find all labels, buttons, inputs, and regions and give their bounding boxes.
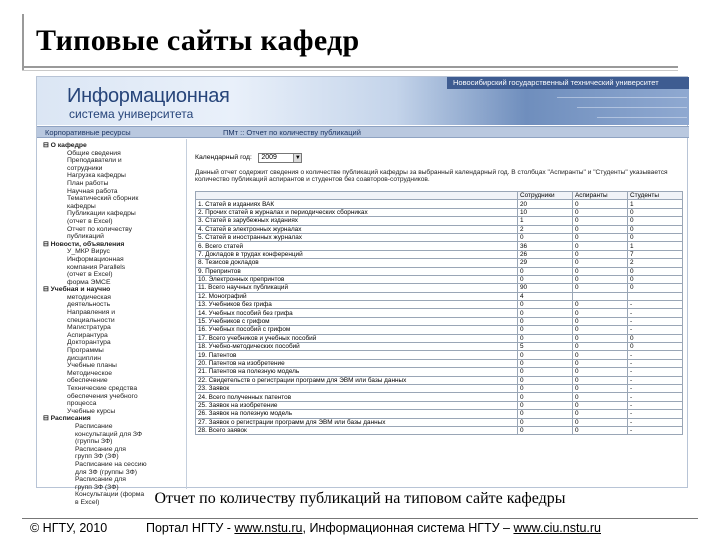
footer-rule xyxy=(22,518,698,519)
table-row xyxy=(196,284,683,292)
navigation-bar xyxy=(37,126,689,138)
row-value: 0 xyxy=(573,267,628,275)
sidebar-item[interactable]: Отчет по количеству xyxy=(67,225,132,233)
row-value: 0 xyxy=(573,410,628,418)
row-value: - xyxy=(628,326,683,334)
row-label: 1. Статей в изданиях ВАК xyxy=(196,200,518,208)
row-value: 0 xyxy=(628,233,683,241)
row-value: - xyxy=(628,309,683,317)
sidebar-item[interactable]: консультаций для ЗФ xyxy=(75,430,143,438)
row-value: - xyxy=(628,368,683,376)
table-row xyxy=(196,275,683,283)
row-value: 0 xyxy=(518,233,573,241)
table-row xyxy=(196,418,683,426)
row-value: 0 xyxy=(573,426,628,434)
sidebar-section[interactable]: ⊟ Новости, объявления xyxy=(43,240,125,248)
row-value: 4 xyxy=(518,292,573,300)
row-value: 90 xyxy=(518,284,573,292)
sidebar-item[interactable]: Консультации (форма xyxy=(75,491,145,499)
table-row xyxy=(196,225,683,233)
row-value: 7 xyxy=(628,250,683,258)
row-value: 0 xyxy=(573,200,628,208)
sidebar-item[interactable]: (отчет в Excel) xyxy=(67,217,113,225)
row-value: 0 xyxy=(573,359,628,367)
table-row xyxy=(196,401,683,409)
row-value: 0 xyxy=(518,334,573,342)
sidebar-item[interactable]: Расписание на сессию xyxy=(75,460,147,468)
sidebar-item[interactable]: Общие сведения xyxy=(67,149,121,157)
row-value: 1 xyxy=(628,200,683,208)
row-value: 0 xyxy=(573,259,628,267)
row-value: 0 xyxy=(518,384,573,392)
row-value: 5 xyxy=(518,343,573,351)
row-label: 21. Патентов на полезную модель xyxy=(196,368,518,376)
row-value: 0 xyxy=(573,343,628,351)
row-value: 36 xyxy=(518,242,573,250)
table-row xyxy=(196,292,683,300)
column-header: Аспиранты xyxy=(573,192,628,200)
row-value: 0 xyxy=(573,317,628,325)
row-value: - xyxy=(628,384,683,392)
row-value xyxy=(628,292,683,300)
row-value: 0 xyxy=(573,351,628,359)
row-value: - xyxy=(628,426,683,434)
table-row xyxy=(196,250,683,258)
row-value: 0 xyxy=(518,301,573,309)
row-label: 13. Учебников без грифа xyxy=(196,301,518,309)
site-subtitle: система университета xyxy=(69,107,194,121)
sidebar-item[interactable]: Нагрузка кафедры xyxy=(67,172,126,180)
table-row xyxy=(196,393,683,401)
sidebar-item[interactable]: Магистратура xyxy=(67,324,111,332)
row-label: 22. Свидетельств о регистрации программ для ЭВМ или базы данных xyxy=(196,376,518,384)
row-label: 5. Статей в иностранных журналах xyxy=(196,233,518,241)
sidebar-item[interactable]: (группы ЗФ) xyxy=(75,438,113,446)
row-value: - xyxy=(628,317,683,325)
report-description: Данный отчет содержит сведения о количестве публикаций кафедры за выбранный календарный год. В столбцах "Аспиранты" и "Студенты" указывается количество публикаций аспирантов и студентов без соавторов-сотрудников. xyxy=(195,169,668,184)
row-value: 2 xyxy=(628,259,683,267)
title-vertical-rule xyxy=(22,14,24,70)
sidebar-item[interactable]: Программы xyxy=(67,347,104,355)
table-row xyxy=(196,259,683,267)
table-row xyxy=(196,410,683,418)
sidebar-item[interactable]: Учебные курсы xyxy=(67,407,116,415)
table-header-row xyxy=(196,192,683,200)
sidebar-item[interactable]: сотрудники xyxy=(67,164,103,172)
table-row xyxy=(196,208,683,216)
row-value: 0 xyxy=(573,208,628,216)
row-value: 0 xyxy=(573,250,628,258)
table-row xyxy=(196,326,683,334)
row-label: 9. Препринтов xyxy=(196,267,518,275)
table-row xyxy=(196,267,683,275)
sidebar-item[interactable]: Учебные планы xyxy=(67,362,117,370)
row-label: 19. Патентов xyxy=(196,351,518,359)
table-row xyxy=(196,426,683,434)
sidebar-item[interactable]: обеспечения учебного xyxy=(67,392,138,400)
table-row xyxy=(196,242,683,250)
row-label: 23. Заявок xyxy=(196,384,518,392)
chevron-down-icon[interactable]: ▼ xyxy=(294,154,301,161)
row-label: 24. Всего полученных патентов xyxy=(196,393,518,401)
slide-caption: Отчет по количеству публикаций на типовом сайте кафедры xyxy=(154,490,566,507)
sidebar-item[interactable]: компания Parallels xyxy=(67,263,126,271)
sidebar-menu xyxy=(37,139,187,506)
nstu-link[interactable]: www.nstu.ru xyxy=(234,521,303,535)
row-label: 25. Заявок на изобретение xyxy=(196,401,518,409)
main-content xyxy=(191,139,687,487)
row-value: 0 xyxy=(628,343,683,351)
row-value: 0 xyxy=(518,317,573,325)
row-value: 26 xyxy=(518,250,573,258)
sidebar-item[interactable]: процесса xyxy=(67,400,97,408)
sidebar-item[interactable]: специальности xyxy=(67,316,115,324)
sidebar-item[interactable]: Преподаватели и xyxy=(67,157,122,165)
table-row xyxy=(196,384,683,392)
row-label: 11. Всего научных публикаций xyxy=(196,284,518,292)
row-value: - xyxy=(628,401,683,409)
row-value: 0 xyxy=(628,208,683,216)
row-value: 0 xyxy=(573,284,628,292)
sidebar-item[interactable]: Методическое xyxy=(67,369,113,377)
table-row xyxy=(196,309,683,317)
year-select[interactable] xyxy=(258,153,302,163)
row-value: 0 xyxy=(573,225,628,233)
row-value: 0 xyxy=(628,267,683,275)
column-header xyxy=(196,192,518,200)
footer-links xyxy=(146,521,601,535)
site-title[interactable]: Информационная xyxy=(67,85,230,107)
row-label: 7. Докладов в трудах конференций xyxy=(196,250,518,258)
sidebar-section[interactable]: ⊟ Расписания xyxy=(43,415,91,423)
row-value: 0 xyxy=(518,351,573,359)
row-value: 0 xyxy=(573,326,628,334)
sidebar-item[interactable]: Направления и xyxy=(67,309,116,317)
sidebar-item[interactable]: Расписание xyxy=(75,422,113,430)
row-label: 10. Электронных препринтов xyxy=(196,275,518,283)
row-value: 0 xyxy=(573,334,628,342)
sidebar-item[interactable]: для ЗФ (группы ЗФ) xyxy=(75,468,138,476)
row-value: 0 xyxy=(518,426,573,434)
row-label: 4. Статей в электронных журналах xyxy=(196,225,518,233)
table-row xyxy=(196,317,683,325)
row-label: 26. Заявок на полезную модель xyxy=(196,410,518,418)
sidebar-item[interactable]: Научная работа xyxy=(67,187,118,195)
row-value: - xyxy=(628,393,683,401)
sidebar-item[interactable]: кафедры xyxy=(67,202,96,210)
year-select-value: 2009 xyxy=(261,153,277,161)
row-label: 8. Тезисов докладов xyxy=(196,259,518,267)
row-value: 0 xyxy=(518,359,573,367)
row-value: 0 xyxy=(518,418,573,426)
table-row xyxy=(196,376,683,384)
sidebar-item[interactable]: Тематический сборник xyxy=(67,195,139,203)
sidebar-item[interactable]: обеспечение xyxy=(67,377,108,385)
row-label: 2. Прочих статей в журналах и периодических сборниках xyxy=(196,208,518,216)
table-row xyxy=(196,200,683,208)
sidebar-item[interactable]: Публикации кафедры xyxy=(67,210,136,218)
row-value: 0 xyxy=(628,334,683,342)
sidebar-item[interactable]: У_МКР Вирус xyxy=(67,248,110,256)
sidebar-item[interactable]: в Excel) xyxy=(75,498,100,506)
row-value: 0 xyxy=(518,326,573,334)
row-label: 15. Учебников с грифом xyxy=(196,317,518,325)
row-value xyxy=(573,292,628,300)
ciu-link[interactable]: www.ciu.nstu.ru xyxy=(513,521,601,535)
row-label: 14. Учебных пособий без грифа xyxy=(196,309,518,317)
sidebar-item[interactable]: План работы xyxy=(67,179,109,187)
row-value: 0 xyxy=(518,368,573,376)
table-row xyxy=(196,351,683,359)
row-value: 0 xyxy=(573,401,628,409)
row-label: 3. Статей в зарубежных изданиях xyxy=(196,217,518,225)
sidebar-item[interactable]: методическая xyxy=(67,293,111,301)
sidebar-item[interactable]: публикаций xyxy=(67,233,104,241)
row-value: - xyxy=(628,418,683,426)
sidebar-item[interactable]: групп ЗФ (ЗФ) xyxy=(75,453,119,461)
table-row xyxy=(196,343,683,351)
column-header: Сотрудники xyxy=(518,192,573,200)
sidebar-item[interactable]: Расписание для xyxy=(75,445,126,453)
row-value: 0 xyxy=(518,275,573,283)
sidebar-item[interactable]: Информационная xyxy=(67,255,124,263)
row-value: 0 xyxy=(573,393,628,401)
table-row xyxy=(196,368,683,376)
row-value: 20 xyxy=(518,200,573,208)
title-horizontal-rule-thin xyxy=(22,70,678,71)
row-value: 2 xyxy=(518,225,573,233)
row-value: 0 xyxy=(628,284,683,292)
row-value: 0 xyxy=(573,368,628,376)
row-value: 0 xyxy=(573,418,628,426)
row-value: - xyxy=(628,301,683,309)
sidebar-item[interactable]: форма ЭМСЕ xyxy=(67,278,111,286)
row-label: 18. Учебно-методических пособий xyxy=(196,343,518,351)
row-value: 0 xyxy=(518,393,573,401)
row-value: 0 xyxy=(518,267,573,275)
row-value: 0 xyxy=(573,384,628,392)
slide-title: Типовые сайты кафедр xyxy=(36,24,360,57)
sidebar-section[interactable]: ⊟ Учебная и научно xyxy=(43,286,111,294)
footer-prefix: Портал НГТУ - xyxy=(146,521,235,535)
row-value: 0 xyxy=(573,301,628,309)
row-label: 12. Монографий xyxy=(196,292,518,300)
breadcrumb: ПМт :: Отчет по количеству публикаций xyxy=(223,128,361,137)
sidebar-item[interactable]: групп ЗФ (ЗФ) xyxy=(75,483,119,491)
row-label: 6. Всего статей xyxy=(196,242,518,250)
row-value: 0 xyxy=(573,309,628,317)
row-value: 0 xyxy=(573,275,628,283)
table-row xyxy=(196,233,683,241)
banner-decoration xyxy=(557,89,689,125)
row-value: 1 xyxy=(518,217,573,225)
footer-copyright: © НГТУ, 2010 xyxy=(30,521,108,535)
row-value: 1 xyxy=(628,242,683,250)
row-label: 28. Всего заявок xyxy=(196,426,518,434)
sidebar-item[interactable]: дисциплин xyxy=(67,354,102,362)
year-filter xyxy=(195,149,302,161)
site-banner xyxy=(37,77,689,125)
slide-header xyxy=(0,0,720,72)
row-value: - xyxy=(628,376,683,384)
row-value: 0 xyxy=(518,401,573,409)
row-value: 0 xyxy=(628,225,683,233)
sidebar-item[interactable]: Расписание для xyxy=(75,476,126,484)
table-row xyxy=(196,359,683,367)
row-value: 0 xyxy=(628,275,683,283)
column-header: Студенты xyxy=(628,192,683,200)
table-row xyxy=(196,301,683,309)
row-value: - xyxy=(628,410,683,418)
row-label: 16. Учебных пособий с грифом xyxy=(196,326,518,334)
sidebar-item[interactable]: Докторантура xyxy=(67,339,111,347)
row-value: 0 xyxy=(573,217,628,225)
row-value: 10 xyxy=(518,208,573,216)
row-label: 20. Патентов на изобретение xyxy=(196,359,518,367)
row-value: 0 xyxy=(573,233,628,241)
sidebar-item[interactable]: деятельность xyxy=(67,301,111,309)
table-row xyxy=(196,334,683,342)
row-label: 27. Заявок о регистрации программ для ЭВМ или базы данных xyxy=(196,418,518,426)
row-value: 0 xyxy=(518,376,573,384)
sidebar-item[interactable]: Технические средства xyxy=(67,385,138,392)
publications-table xyxy=(195,191,683,435)
row-value: 0 xyxy=(573,242,628,250)
row-value: - xyxy=(628,359,683,367)
row-value: 0 xyxy=(518,309,573,317)
row-value: 29 xyxy=(518,259,573,267)
table-row xyxy=(196,217,683,225)
row-value: 0 xyxy=(518,410,573,418)
sidebar-item[interactable]: Аспирантура xyxy=(67,331,108,339)
row-value: 0 xyxy=(573,376,628,384)
row-label: 17. Всего учебников и учебных пособий xyxy=(196,334,518,342)
row-value: 0 xyxy=(628,217,683,225)
row-value: - xyxy=(628,351,683,359)
title-horizontal-rule xyxy=(22,66,678,68)
nav-corporate-resources[interactable]: Корпоративные ресурсы xyxy=(45,128,131,137)
year-label: Календарный год: xyxy=(195,154,252,162)
university-name: Новосибирский государственный технический университет xyxy=(453,78,659,87)
sidebar-item[interactable]: (отчет в Excel) xyxy=(67,271,113,279)
sidebar-section[interactable]: ⊟ О кафедре xyxy=(43,142,87,149)
footer-middle: , Информационная система НГТУ – xyxy=(302,521,514,535)
